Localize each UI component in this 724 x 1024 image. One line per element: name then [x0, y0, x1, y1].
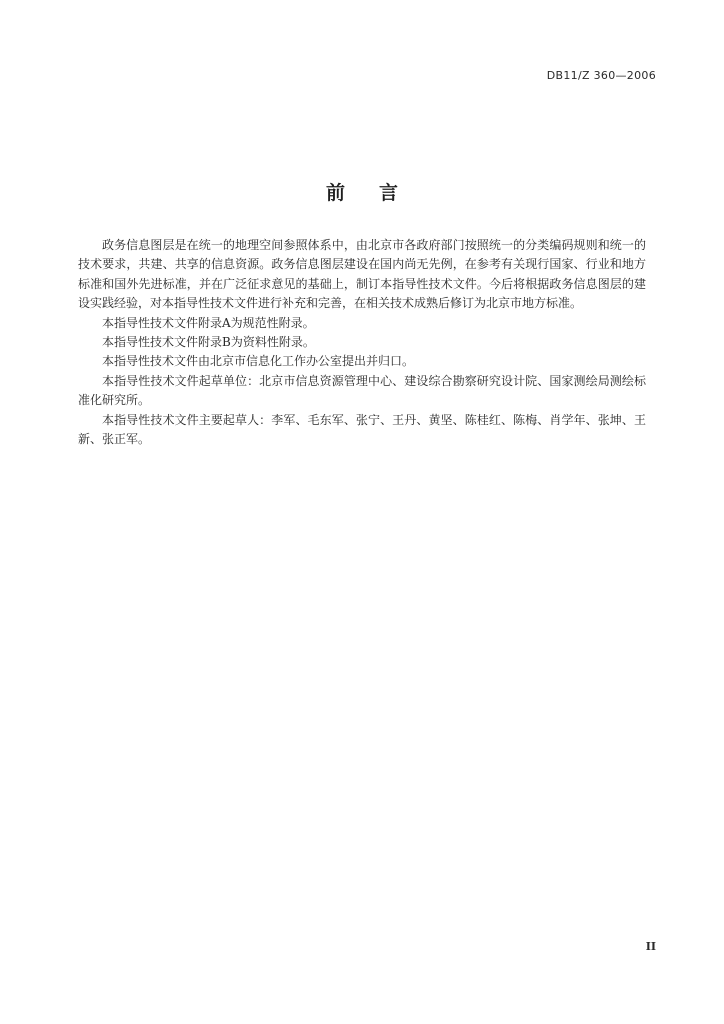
document-code: DB11/Z 360—2006 — [546, 69, 656, 82]
paragraph-drafting-units: 本指导性技术文件起草单位：北京市信息资源管理中心、建设综合勘察研究设计院、国家测绘局测绘标准化研究所。 — [78, 373, 646, 408]
paragraph-appendix-a: 本指导性技术文件附录A为规范性附录。 — [102, 315, 315, 330]
preface-body — [78, 236, 646, 449]
page-title: 前言 — [325, 182, 432, 204]
paragraph-proposer: 本指导性技术文件由北京市信息化工作办公室提出并归口。 — [102, 354, 415, 369]
paragraph-drafters: 本指导性技术文件主要起草人：李军、毛东军、张宁、王丹、黄坚、陈桂红、陈梅、肖学年、张坤、王新、张正军。 — [78, 412, 646, 447]
paragraph-background: 政务信息图层是在统一的地理空间参照体系中，由北京市各政府部门按照统一的分类编码规则和统一的技术要求，共建、共享的信息资源。政务信息图层建设在国内尚无先例，在参考有关现行国家、行业和地方标准和国外先进标准，并在广泛征求意见的基础上，制订本指导性技术文件。今后将根据政务信息图层的建设实践经验，对本指导性技术文件进行补充和完善，在相关技术成熟后修订为北京市地方标准。 — [78, 238, 646, 311]
page-number: II — [645, 940, 656, 953]
paragraph-appendix-b: 本指导性技术文件附录B为资料性附录。 — [102, 335, 315, 350]
